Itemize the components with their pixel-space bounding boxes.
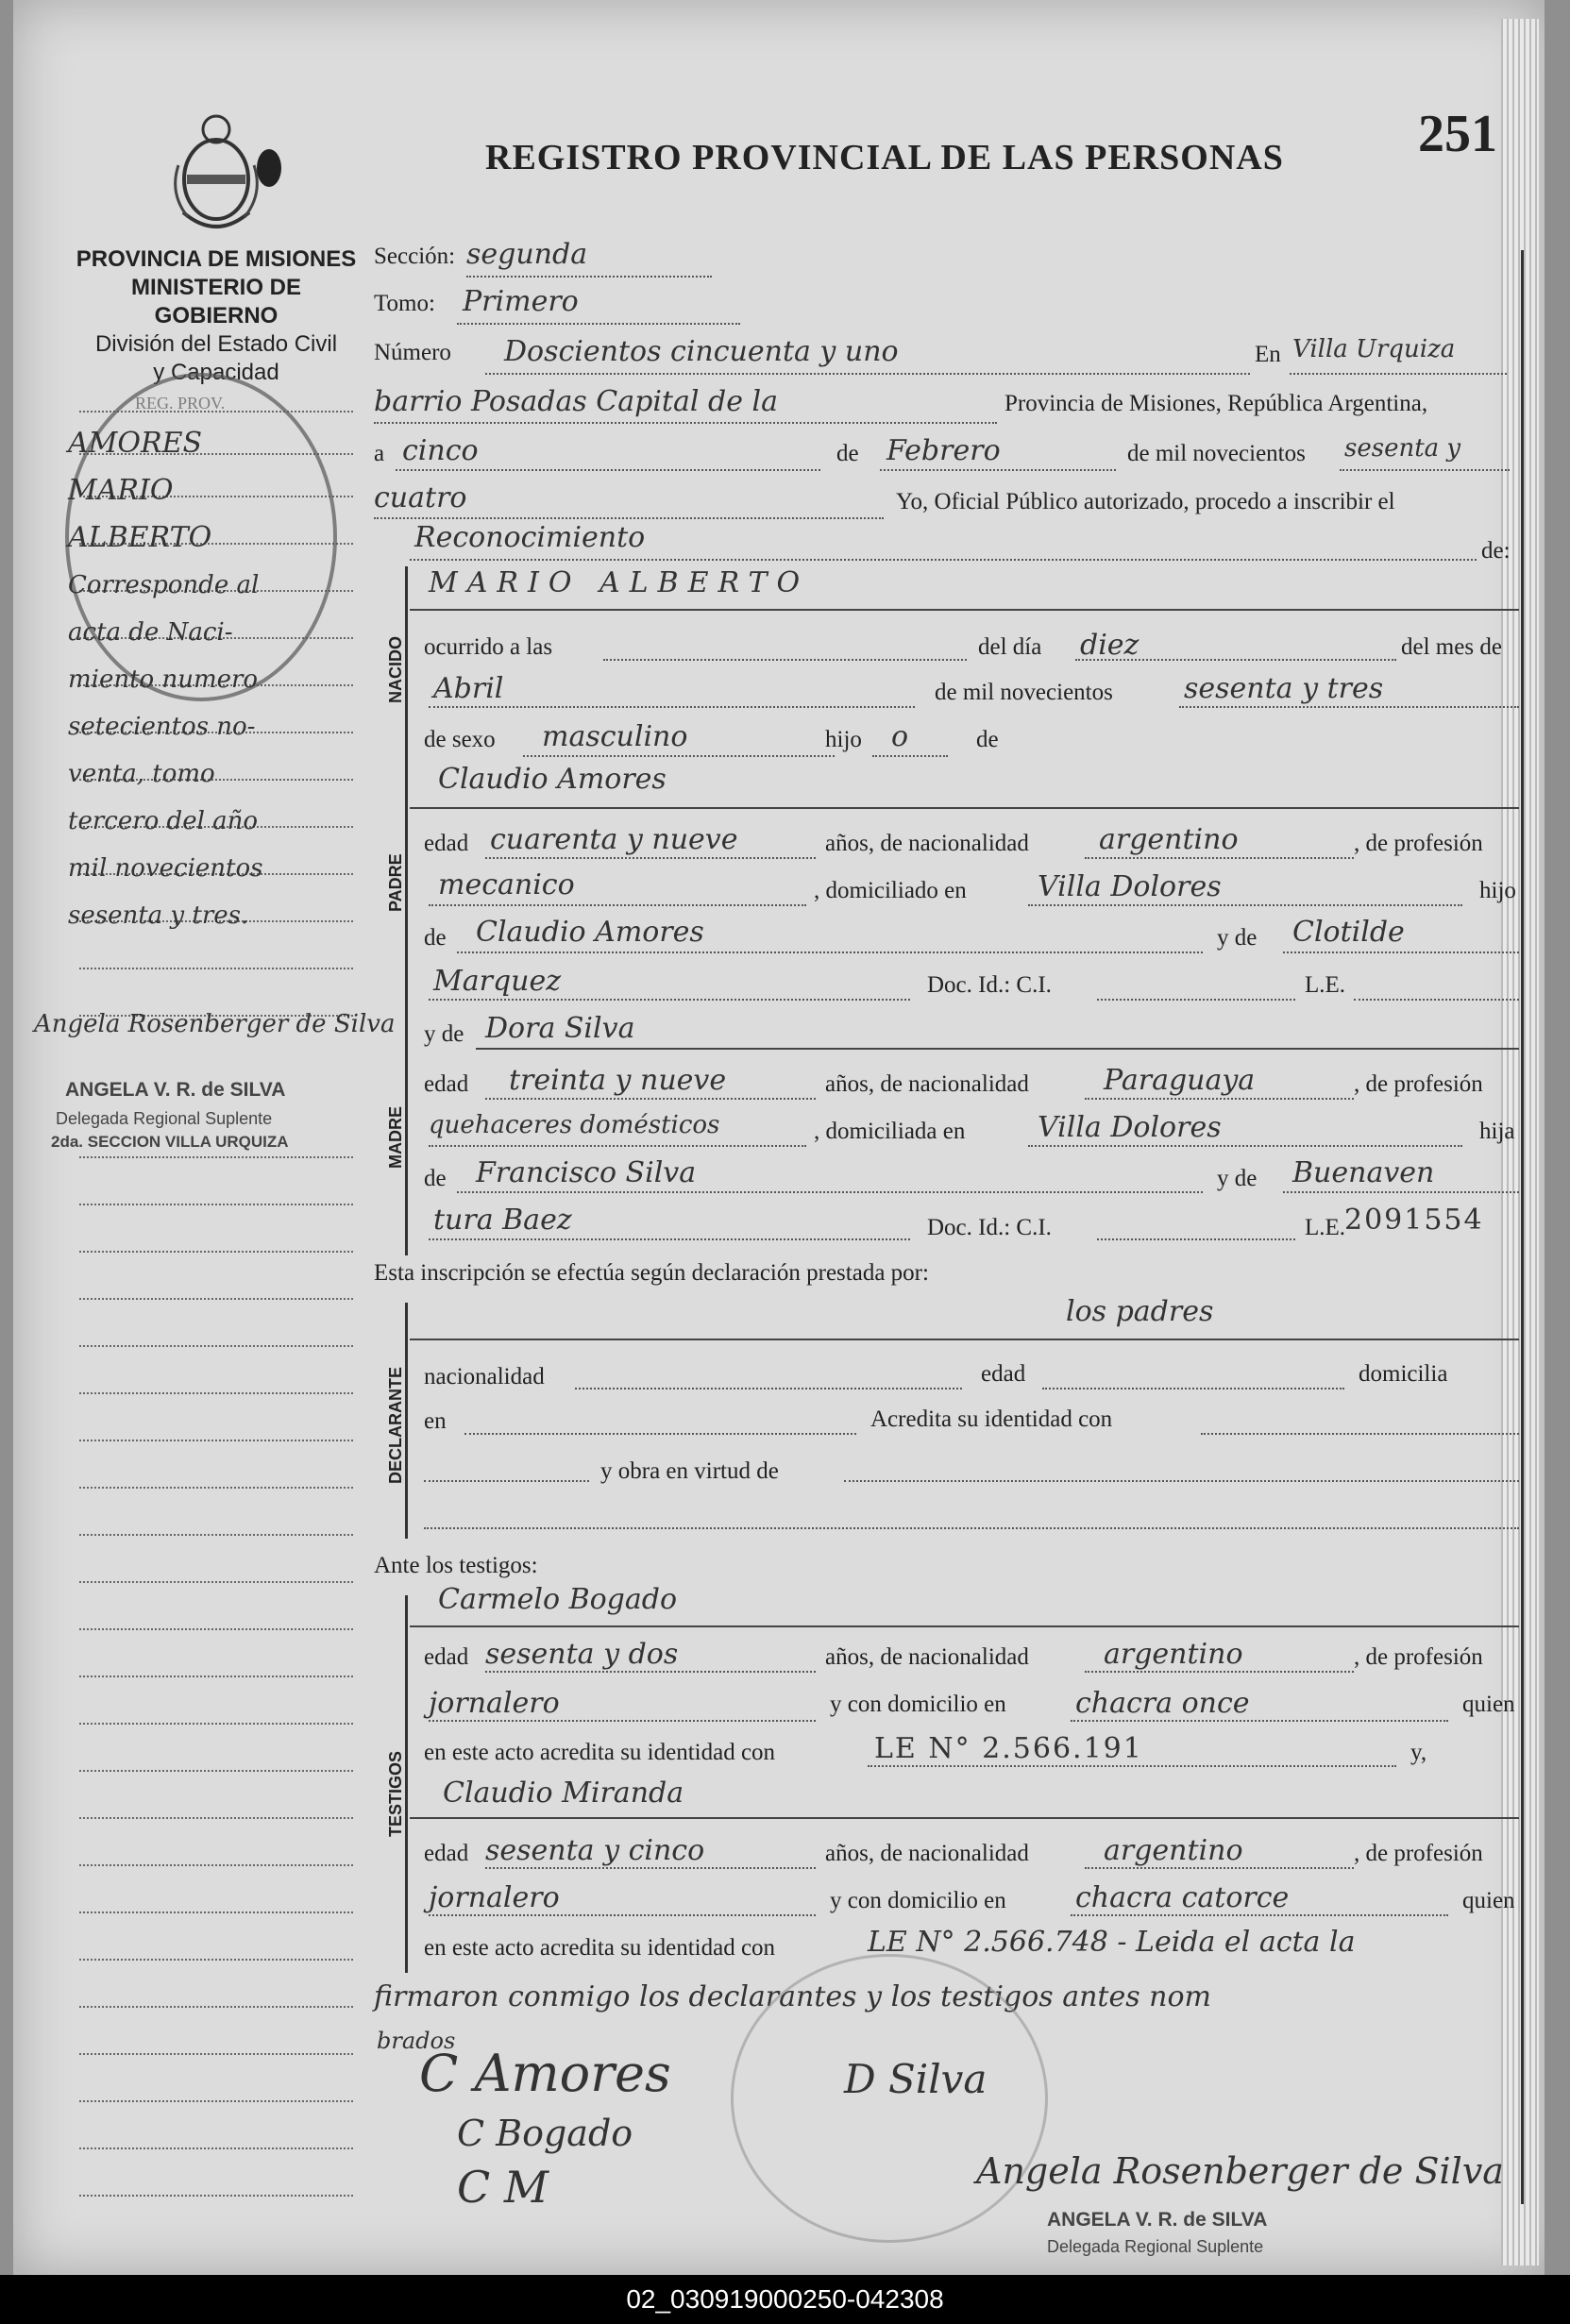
madre-le-label: L.E. [1305,1215,1346,1240]
official-signature: Angela Rosenberger de Silva [976,2150,1504,2192]
sexo-value: masculino [542,720,688,753]
t2-prof-label: , de profesión [1354,1841,1483,1866]
padre-doc-label: Doc. Id.: C.I. [927,972,1052,998]
madre-le-value: 2091554 [1344,1204,1484,1237]
acto-value: Reconocimiento [414,521,646,554]
padre-edad-value: cuarenta y nueve [490,823,738,856]
hijo-label: hijo [825,727,862,752]
t2-prof-value: jornalero [429,1881,560,1914]
padre-nacionalidad-value: argentino [1099,823,1239,856]
margin-note-line: Corresponde al [68,571,260,599]
t1-nac-value: argentino [1104,1638,1243,1671]
round-stamp-text: REG. PROV. [135,394,226,413]
del-mes-label: del mes de [1401,634,1502,660]
t1-y-label: y, [1410,1740,1427,1765]
numero-label: Número [374,340,451,365]
agency-line: PROVINCIA DE MISIONES [76,246,357,272]
declarante-acredita-label: Acredita su identidad con [870,1406,1113,1432]
ocurrido-label: ocurrido a las [424,634,553,660]
margin-note [68,420,361,939]
closing-line-2: brados [377,2028,456,2054]
t1-dom-value: chacra once [1075,1687,1250,1720]
margin-note-line: miento numero [68,665,259,694]
padre-madre-de-value-1: Clotilde [1292,916,1405,949]
margin-note-line: sesenta y tres. [68,901,249,930]
declarante-edad-label: edad [981,1361,1026,1387]
madre-edad-value: treinta y nueve [509,1064,727,1097]
del-dia-label: del día [978,634,1042,660]
madre-edad-label: edad [424,1071,469,1097]
margin-note-line: setecientos no- [68,713,256,741]
closing-line-1: firmaron conmigo los declarantes y los testigos antes nom [374,1980,1211,2013]
padre-edad-label: edad [424,831,469,856]
padre-name-value: Claudio Amores [438,763,667,796]
testigo2-name: Claudio Miranda [443,1777,684,1810]
anio-value-2: cuatro [374,481,467,514]
t1-nac-label: años, de nacionalidad [825,1644,1029,1670]
margin-note-line: venta, tomo [68,760,215,788]
tomo-label: Tomo: [374,291,435,316]
t1-quien-label: quien [1462,1692,1515,1717]
t2-edad-label: edad [424,1841,469,1866]
margin-note-line: ALBERTO [68,521,212,554]
agency-line: MINISTERIO DE GOBIERNO [130,275,301,328]
madre-padre-de-value: Francisco Silva [476,1156,697,1189]
en-label: En [1255,342,1281,367]
t1-prof-value: jornalero [429,1687,560,1720]
page-number: 251 [1418,105,1497,163]
official-stamp-name: ANGELA V. R. de SILVA [1047,2209,1268,2231]
nacido-de-label: de [976,727,999,752]
padre-domicilio-value: Villa Dolores [1038,870,1222,903]
right-border [1521,250,1524,2204]
padre-section-label: PADRE [386,853,405,912]
madre-domiciliada-label: , domiciliada en [814,1119,966,1144]
margin-stamp-section: 2da. SECCION VILLA URQUIZA [51,1133,289,1151]
margin-note-line: acta de Naci- [68,618,233,647]
padre-padre-de-value: Claudio Amores [476,916,704,949]
t2-nac-value: argentino [1104,1834,1243,1867]
official-stamp-title: Delegada Regional Suplente [1047,2237,1264,2256]
madre-name-value: Dora Silva [485,1012,635,1045]
madre-de-label: de [424,1166,447,1191]
declarante-value: los padres [1066,1295,1214,1328]
margin-note-line: AMORES [68,427,203,460]
t1-prof-label: , de profesión [1354,1644,1483,1670]
signature-amores: C Amores [419,2044,671,2103]
a-label: a [374,441,385,466]
nacido-anio-value: sesenta y tres [1184,672,1384,705]
margin-stamp-name: ANGELA V. R. de SILVA [65,1079,286,1101]
signature-silva: D Silva [844,2056,988,2102]
madre-profesion-label: , de profesión [1354,1071,1483,1097]
dia-value: cinco [402,434,479,467]
t2-nac-label: años, de nacionalidad [825,1841,1029,1866]
de-colon: de: [1481,538,1511,564]
ink-blot [257,149,281,187]
madre-nacionalidad-value: Paraguaya [1104,1064,1256,1097]
padre-le-label: L.E. [1305,972,1346,998]
testigos-section-label: TESTIGOS [386,1750,405,1837]
document-title: REGISTRO PROVINCIAL DE LAS PERSONAS [485,138,1284,177]
declarante-nacionalidad-label: nacionalidad [424,1364,545,1389]
coat-of-arms-icon [164,109,268,241]
declarante-intro: Esta inscripción se efectúa según declaración prestada por: [374,1260,929,1286]
place-value: barrio Posadas Capital de la [374,385,778,418]
t2-quien-label: quien [1462,1888,1515,1913]
t2-doc-value: LE N° 2.566.748 - Leida el acta la [868,1926,1356,1959]
tomo-value: Primero [463,285,579,318]
oficial-text: Yo, Oficial Público autorizado, procedo a inscribir el [896,489,1395,514]
hijo-value: o [891,720,909,753]
padre-madre-de-value-2: Marquez [433,965,562,998]
padre-profesion-value: mecanico [438,868,575,901]
signature-bogado: C Bogado [457,2113,633,2154]
madre-madre-de-value-2: tura Baez [433,1204,572,1237]
testigo1-name: Carmelo Bogado [438,1583,678,1616]
signature-cm: C M [457,2162,549,2213]
padre-y-de-label: y de [1217,925,1258,951]
anio-value-1: sesenta y [1344,434,1461,463]
padre-profesion-label: , de profesión [1354,831,1483,856]
mil-text: de mil novecientos [1127,441,1306,466]
testigos-intro: Ante los testigos: [374,1553,538,1578]
padre-hijo-label: hijo [1479,878,1516,903]
t1-dom-label: y con domicilio en [830,1692,1006,1717]
nacido-mes-value: Abril [433,672,504,705]
agency-line: División del Estado Civil [94,331,338,357]
madre-anios-nac-label: años, de nacionalidad [825,1071,1029,1097]
footer-reference: 02_030919000250-042308 [0,2275,1570,2324]
t1-edad-value: sesenta y dos [485,1638,679,1671]
madre-hija-label: hija [1479,1119,1515,1144]
provincia-text: Provincia de Misiones, República Argentina, [1004,391,1428,416]
madre-doc-label: Doc. Id.: C.I. [927,1215,1052,1240]
declarante-domicilia-label: domicilia [1359,1361,1448,1387]
mes-value: Febrero [886,434,1001,467]
margin-note-line: MARIO [68,474,174,507]
declarante-obra-label: y obra en virtud de [600,1458,779,1484]
de-label: de [836,441,859,466]
document-page [13,0,1545,2275]
nacido-dia-value: diez [1080,629,1140,662]
numero-value: Doscientos cincuenta y uno [504,335,899,368]
t1-edad-label: edad [424,1644,469,1670]
margin-signature: Angela Rosenberger de Silva [34,1010,396,1038]
t1-doc-value: LE N° 2.566.191 [874,1732,1143,1765]
padre-anios-nac-label: años, de nacionalidad [825,831,1029,856]
madre-y-de-label: y de [424,1021,464,1047]
t2-edad-value: sesenta y cinco [485,1834,705,1867]
declarante-en-label: en [424,1408,447,1434]
sexo-label: de sexo [424,727,496,752]
madre-y-de2-label: y de [1217,1166,1258,1191]
nacido-name-value: MARIO ALBERTO [429,566,810,599]
nacido-mil-label: de mil novecientos [935,680,1113,705]
margin-stamp-title: Delegada Regional Suplente [56,1109,273,1128]
seccion-label: Sección: [374,244,456,269]
madre-profesion-value: quehaceres domésticos [429,1111,720,1139]
madre-domicilio-value: Villa Dolores [1038,1111,1222,1144]
nacido-section-label: NACIDO [386,636,405,704]
t1-acredita-label: en este acto acredita su identidad con [424,1740,776,1765]
t2-dom-value: chacra catorce [1075,1881,1290,1914]
agency-block [70,245,363,387]
agency-line: y Capacidad [153,360,279,385]
margin-note-line: tercero del año [68,807,259,835]
madre-madre-de-value-1: Buenaven [1292,1156,1435,1189]
padre-de-label: de [424,925,447,951]
declarante-section-label: DECLARANTE [386,1367,405,1484]
margin-note-line: mil novecientos [68,854,263,883]
t2-dom-label: y con domicilio en [830,1888,1006,1913]
padre-domiciliado-label: , domiciliado en [814,878,967,903]
t2-acredita-label: en este acto acredita su identidad con [424,1935,776,1961]
seccion-value: segunda [466,238,588,271]
en-value: Villa Urquiza [1292,335,1456,363]
madre-section-label: MADRE [386,1106,405,1169]
